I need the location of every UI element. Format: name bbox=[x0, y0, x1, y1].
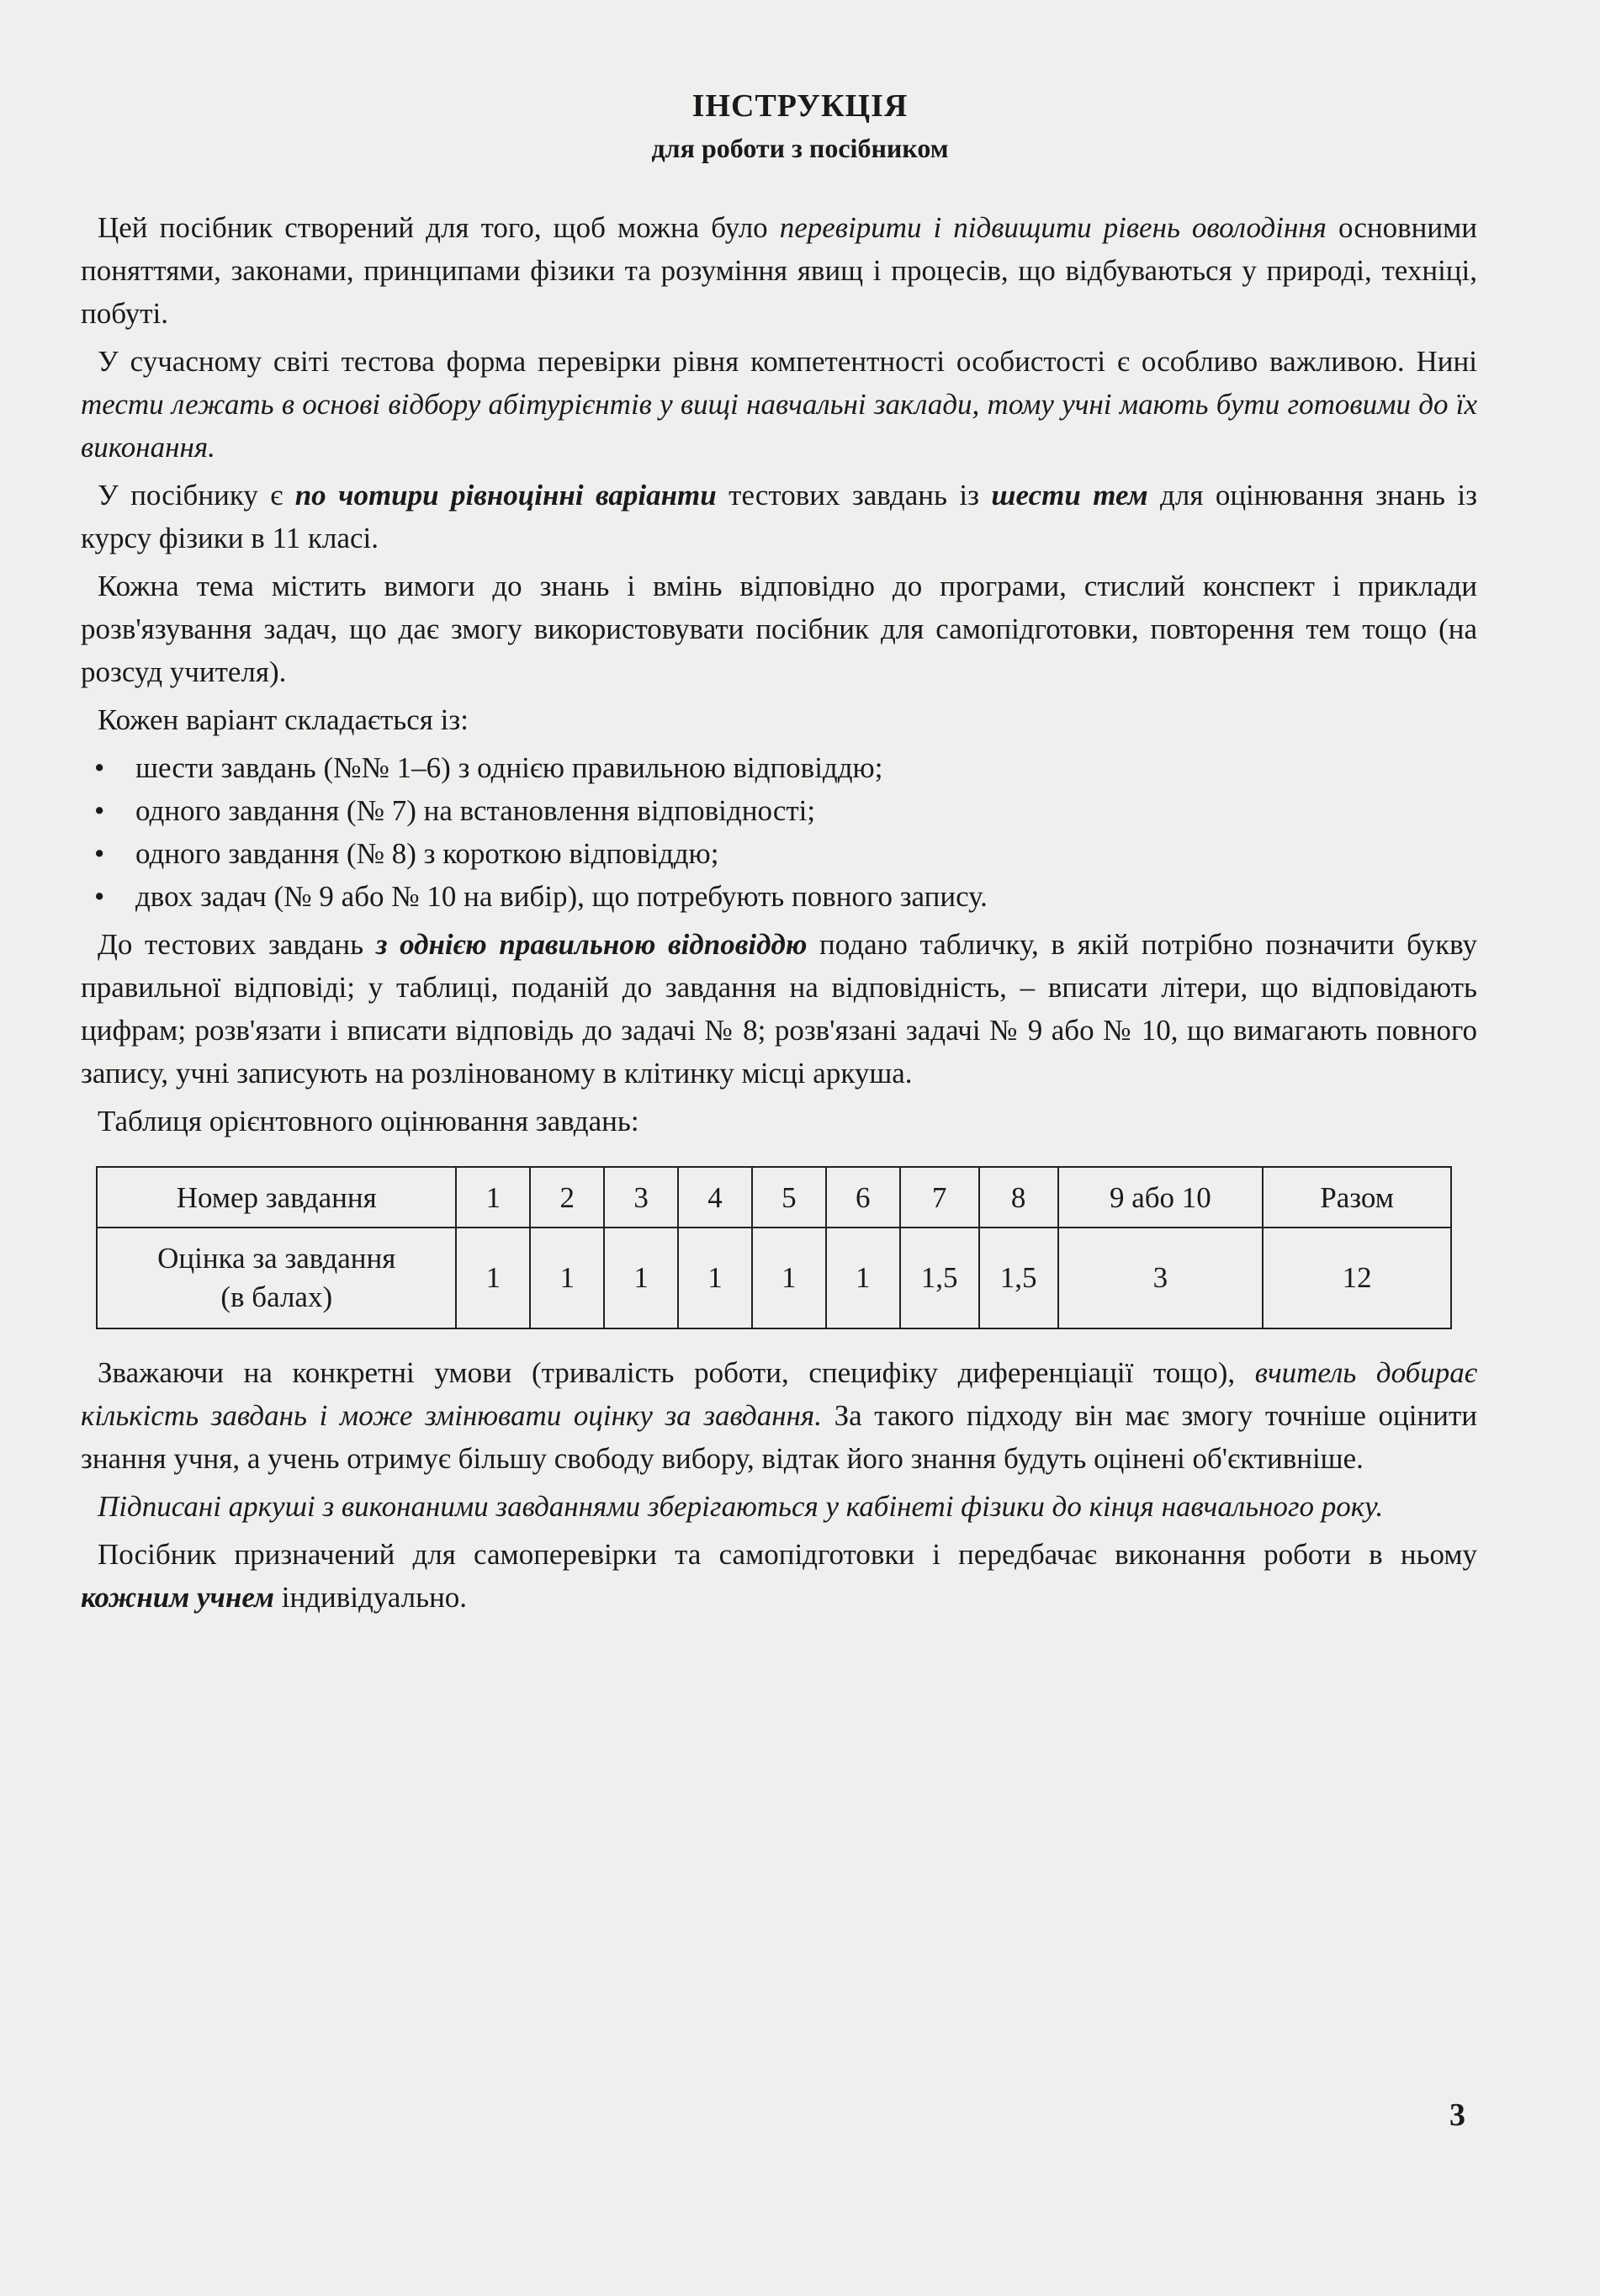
table-cell: 8 bbox=[979, 1167, 1058, 1228]
table-cell: 1 bbox=[530, 1228, 604, 1328]
paragraph-variant-structure: Кожен варіант складається із: bbox=[98, 703, 469, 736]
page-number: 3 bbox=[1449, 2097, 1465, 2133]
list-item: • одного завдання (№ 8) з короткою відповіддю; bbox=[81, 832, 1477, 875]
list-item: • шести завдань (№№ 1–6) з однією правильною відповіддю; bbox=[81, 746, 1477, 789]
paragraph-individual-work: Посібник призначений для самоперевірки та самопідготовки і передбачає виконання роботи в ньому кожним учнем індивідуально. bbox=[81, 1538, 1477, 1614]
page-subtitle: для роботи з посібником bbox=[651, 133, 949, 163]
table-cell: 3 bbox=[604, 1167, 678, 1228]
table-cell: 1 bbox=[678, 1228, 752, 1328]
grades-table bbox=[96, 1166, 1452, 1329]
table-header-cell: Оцінка за завдання (в балах) bbox=[97, 1228, 456, 1328]
table-cell: 1 bbox=[604, 1228, 678, 1328]
table-cell: Разом bbox=[1263, 1167, 1451, 1228]
paragraph-topics: Кожна тема містить вимоги до знань і вмінь відповідно до програми, стислий конспект і приклади розв'язування задач, що дає змогу використовувати посібник для самопідготовки, повторення тем тощо (на розсуд учителя). bbox=[81, 570, 1477, 688]
table-cell: 1 bbox=[456, 1167, 530, 1228]
list-item: • одного завдання (№ 7) на встановлення відповідності; bbox=[81, 789, 1477, 832]
table-cell: 1,5 bbox=[900, 1228, 979, 1328]
variant-structure-list bbox=[81, 746, 1477, 918]
grades-table-wrapper bbox=[81, 1166, 1477, 1329]
table-cell: 7 bbox=[900, 1167, 979, 1228]
table-cell: 1,5 bbox=[979, 1228, 1058, 1328]
table-cell: 5 bbox=[752, 1167, 826, 1228]
instruction-body bbox=[81, 206, 1477, 1624]
table-cell: 9 або 10 bbox=[1058, 1167, 1264, 1228]
list-item: • двох задач (№ 9 або № 10 на вибір), що потребують повного запису. bbox=[81, 875, 1477, 918]
paragraph-purpose: Цей посібник створений для того, щоб можна було перевірити і підвищити рівень оволодіння основними поняттями, законами, принципами фізики та розуміння явищ і процесів, що відбуваються у природі, техніці, побуті. bbox=[81, 211, 1478, 330]
table-cell: 3 bbox=[1058, 1228, 1264, 1328]
table-cell: 1 bbox=[752, 1228, 826, 1328]
paragraph-table-caption: Таблиця орієнтовного оцінювання завдань: bbox=[98, 1105, 639, 1137]
table-cell: 6 bbox=[826, 1167, 900, 1228]
table-row bbox=[97, 1167, 1451, 1228]
table-cell: 4 bbox=[678, 1167, 752, 1228]
paragraph-storage: Підписані аркуші з виконаними завданнями зберігаються у кабінеті фізики до кінця навчального року. bbox=[98, 1490, 1384, 1523]
table-cell: 1 bbox=[826, 1228, 900, 1328]
table-cell: 2 bbox=[530, 1167, 604, 1228]
paragraph-teacher-flexibility: Зважаючи на конкретні умови (тривалість роботи, специфіку диференціації тощо), вчитель добирає кількість завдань і може змінювати оцінку за завдання. За такого підходу він має змогу точніше оцінити знання учня, а учень отримує більшу свободу вибору, відтак його знання будуть оцінені об'єктивніше. bbox=[81, 1356, 1477, 1475]
paragraph-answer-format: До тестових завдань з однією правильною відповіддю подано табличку, в якій потрібно позначити букву правильної відповіді; у таблиці, поданій до завдання на відповідність, – вписати літери, що відповідають цифрам; розв'язати і вписати відповідь до задачі № 8; розв'язані задачі № 9 або № 10, що вимагають повного запису, учні записують на розлінованому в клітинку місці аркуша. bbox=[81, 928, 1477, 1090]
paragraph-testing: У сучасному світі тестова форма перевірки рівня компетентності особистості є особливо важливою. Нині тести лежать в основі відбору абітурієнтів у вищі навчальні заклади, тому учні мають бути готовими до їх виконання. bbox=[81, 345, 1477, 464]
page-title: ІНСТРУКЦІЯ bbox=[691, 88, 909, 124]
paragraph-variants: У посібнику є по чотири рівноцінні варіанти тестових завдань із шести тем для оцінювання знань із курсу фізики в 11 класі. bbox=[81, 479, 1477, 554]
table-cell: 12 bbox=[1263, 1228, 1451, 1328]
table-cell: 1 bbox=[456, 1228, 530, 1328]
table-row bbox=[97, 1228, 1451, 1328]
table-header-cell: Номер завдання bbox=[97, 1167, 456, 1228]
